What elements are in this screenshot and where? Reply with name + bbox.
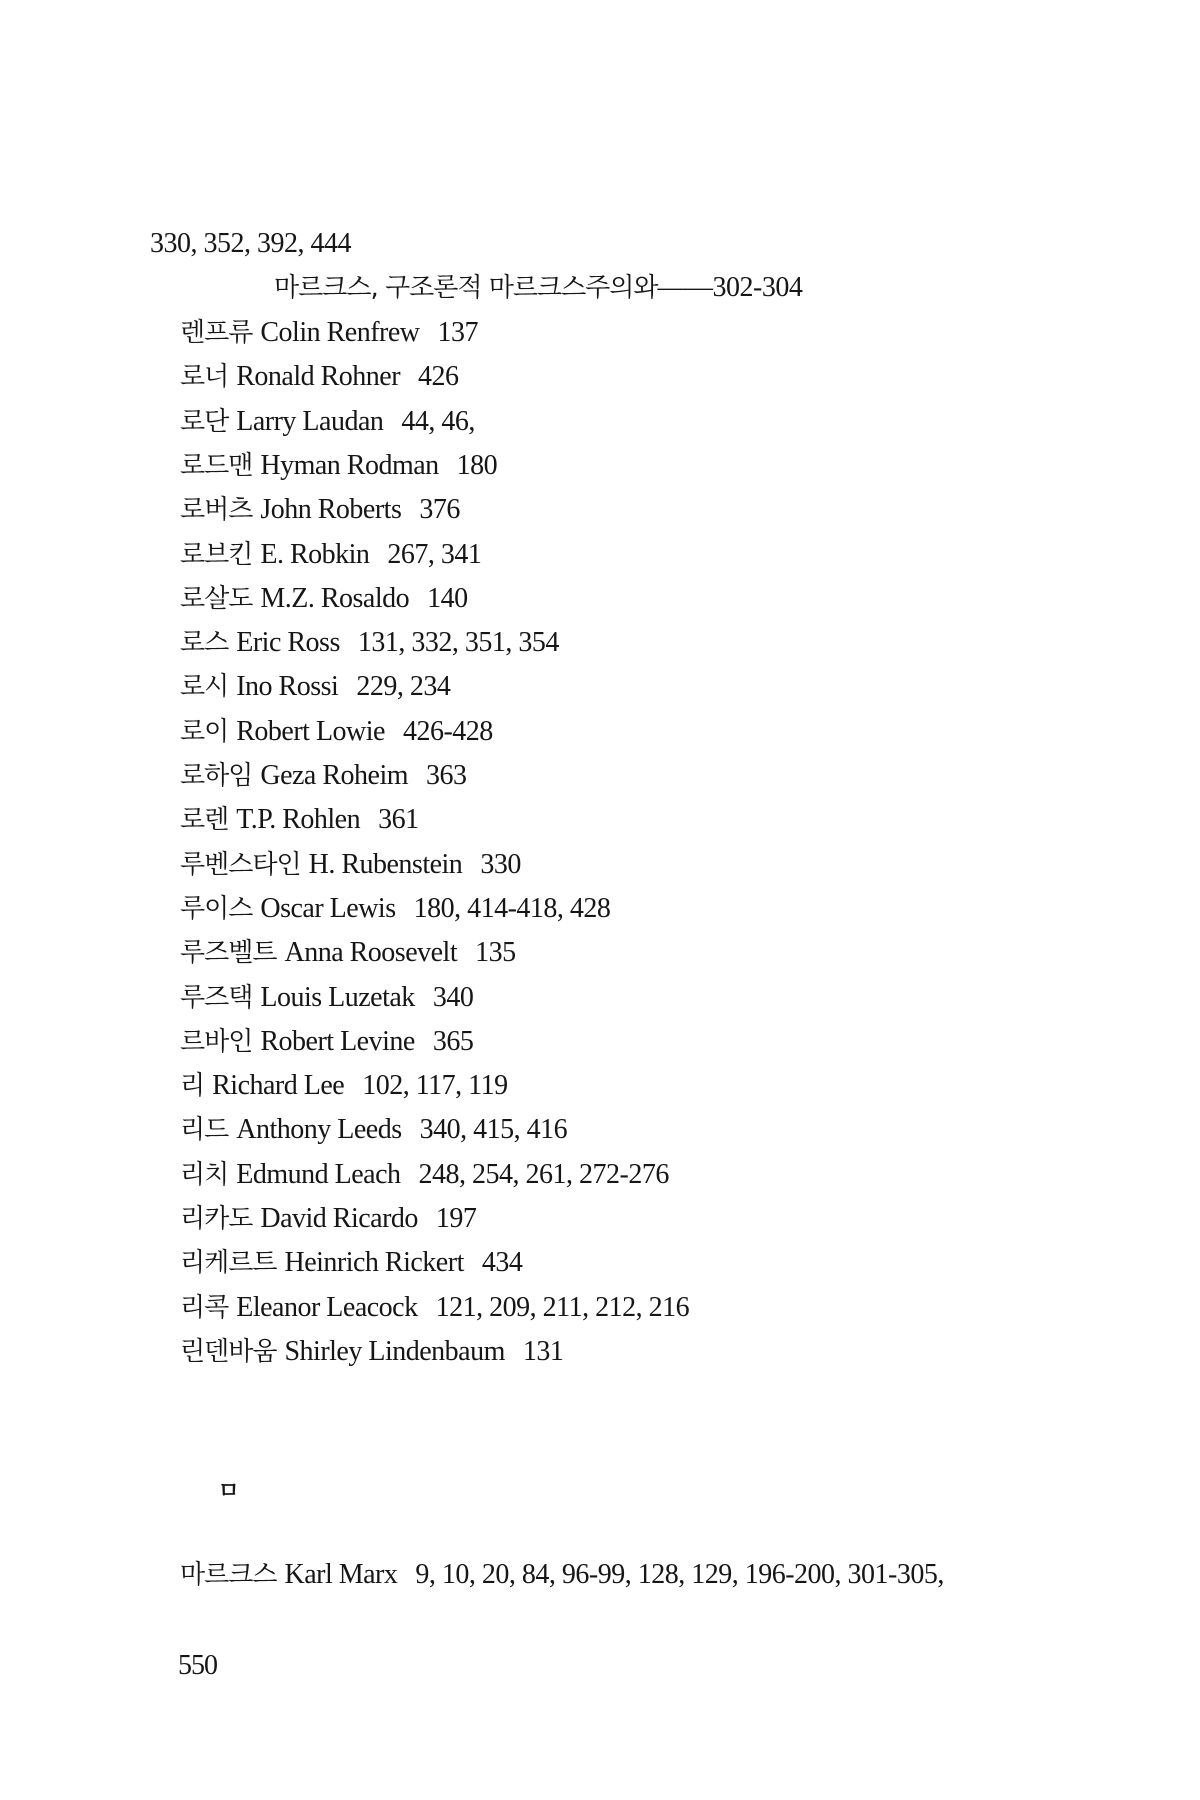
page-number: 550: [178, 1650, 217, 1681]
entry-pages: 102, 117, 119: [362, 1070, 508, 1102]
entry-korean: 로드맨: [180, 450, 253, 481]
index-entry: [180, 848, 521, 882]
entry-korean: 리: [180, 1071, 205, 1102]
subentry-pages: 302-304: [712, 272, 803, 303]
entry-pages: 365: [432, 1025, 474, 1057]
entry-korean: 로스: [180, 628, 229, 659]
entry-korean: 로시: [180, 672, 229, 703]
index-entry: [180, 1158, 669, 1192]
index-entry: [180, 1025, 473, 1059]
entry-korean: 로렌: [180, 805, 229, 836]
entry-korean: 리콕: [180, 1292, 229, 1323]
entry-korean: 로브킨: [180, 539, 253, 570]
continuation-line: 330, 352, 392, 444: [150, 228, 351, 259]
entry-pages: 197: [435, 1203, 477, 1234]
entry-name: Ronald Rohner: [236, 361, 401, 393]
entry-korean: 르바인: [180, 1026, 253, 1057]
entry-name: Robert Lowie: [236, 715, 385, 747]
index-entry: [180, 626, 559, 660]
index-entry: [180, 1335, 563, 1369]
index-entry: [180, 936, 516, 970]
entry-korean: 루벤스타인: [180, 849, 301, 880]
index-entry: [180, 1246, 522, 1280]
entry-name: Eleanor Leacock: [236, 1291, 418, 1323]
entry-name: M.Z. Rosaldo: [260, 582, 410, 614]
index-entry: [180, 803, 419, 837]
entry-name: Edmund Leach: [236, 1158, 401, 1190]
entry-pages: 330: [480, 848, 521, 880]
entry-name: David Ricardo: [260, 1203, 418, 1234]
index-entry: [180, 316, 478, 350]
entry-name: Anna Roosevelt: [284, 937, 458, 969]
entry-name: Larry Laudan: [236, 405, 384, 437]
index-entry: [180, 1291, 689, 1325]
entry-pages: 229, 234: [356, 671, 451, 703]
index-entry: [180, 538, 481, 572]
entry-pages: 131: [522, 1335, 564, 1367]
entry-korean: 리카도: [180, 1204, 253, 1234]
entry-korean: 린덴바움: [180, 1336, 277, 1367]
entry-pages: 361: [378, 804, 419, 836]
index-entry: [180, 1202, 476, 1236]
entry-name: John Roberts: [260, 494, 402, 526]
entry-pages: 376: [419, 494, 460, 526]
index-entry: [180, 405, 475, 439]
index-entry: [180, 582, 468, 616]
index-entry: [180, 1069, 508, 1103]
entry-name: Hyman Rodman: [260, 449, 439, 481]
index-entry: [180, 892, 610, 926]
entry-korean: 루즈벨트: [180, 938, 277, 969]
index-entry: [180, 1113, 567, 1147]
entry-name: H. Rubenstein: [308, 848, 463, 880]
entry-korean: 리케르트: [180, 1248, 277, 1279]
entry-pages: 137: [437, 317, 478, 348]
entry-name: Louis Luzetak: [260, 981, 415, 1013]
entry-pages: 44, 46,: [401, 405, 475, 437]
entry-pages: 180, 414-418, 428: [413, 892, 611, 924]
index-entry: [180, 449, 497, 483]
entry-pages: 426-428: [402, 715, 493, 747]
entry-korean: 리치: [180, 1159, 229, 1190]
entry-korean: 렌프류: [180, 318, 253, 348]
index-entry: [180, 493, 460, 527]
entry-name: Robert Levine: [260, 1025, 415, 1057]
entry-name: E. Robkin: [260, 538, 370, 570]
subentry-dash: ——: [657, 272, 713, 303]
entry-korean: 루즈택: [180, 982, 253, 1013]
entry-pages: 248, 254, 261, 272-276: [418, 1158, 669, 1190]
entry-name: Anthony Leeds: [236, 1114, 402, 1146]
entry-pages: 180: [456, 449, 498, 481]
entry-name: Ino Rossi: [236, 671, 339, 703]
entry-pages: 340, 415, 416: [419, 1114, 568, 1146]
entry-name: Shirley Lindenbaum: [284, 1335, 505, 1367]
index-entry: [180, 360, 459, 394]
entry-korean: 로너: [180, 362, 229, 393]
entry-korean: 마르크스: [180, 1560, 277, 1590]
entry-pages: 434: [481, 1247, 523, 1279]
entry-korean: 로단: [180, 406, 229, 437]
entry-korean: 로하임: [180, 761, 253, 791]
index-entry: [180, 670, 450, 704]
entry-pages: 267, 341: [387, 538, 482, 570]
entry-korean: 로살도: [180, 583, 253, 614]
entry-name: Heinrich Rickert: [284, 1247, 464, 1279]
entry-name: Geza Roheim: [260, 760, 409, 791]
entry-name: Karl Marx: [284, 1559, 398, 1590]
index-entry: [180, 715, 493, 749]
entry-pages: 340: [432, 981, 474, 1013]
entry-pages: 121, 209, 211, 212, 216: [435, 1291, 690, 1323]
entry-pages: 135: [475, 937, 516, 969]
index-subentry: [274, 271, 802, 305]
entry-name: Richard Lee: [212, 1070, 345, 1102]
entry-pages: 363: [426, 760, 467, 791]
entry-name: Colin Renfrew: [260, 317, 420, 348]
entry-pages: 426: [418, 361, 459, 393]
entry-name: T.P. Rohlen: [236, 804, 361, 836]
section-letter: ㅁ: [218, 1479, 240, 1504]
entry-korean: 리드: [180, 1115, 229, 1146]
entry-korean: 루이스: [180, 893, 253, 924]
subentry-korean: 마르크스, 구조론적 마르크스주의와: [274, 273, 658, 303]
index-entry: [180, 759, 467, 793]
entry-korean: 로버츠: [180, 495, 253, 526]
entry-name: Eric Ross: [236, 627, 340, 659]
entry-korean: 로이: [180, 716, 229, 747]
entry-pages: 131, 332, 351, 354: [357, 627, 559, 659]
index-entry: [180, 981, 473, 1015]
entry-pages: 140: [427, 582, 468, 614]
entry-pages: 9, 10, 20, 84, 96-99, 128, 129, 196-200, 301-305,: [415, 1559, 944, 1590]
entry-name: Oscar Lewis: [260, 892, 396, 924]
index-entry: [180, 1558, 944, 1592]
